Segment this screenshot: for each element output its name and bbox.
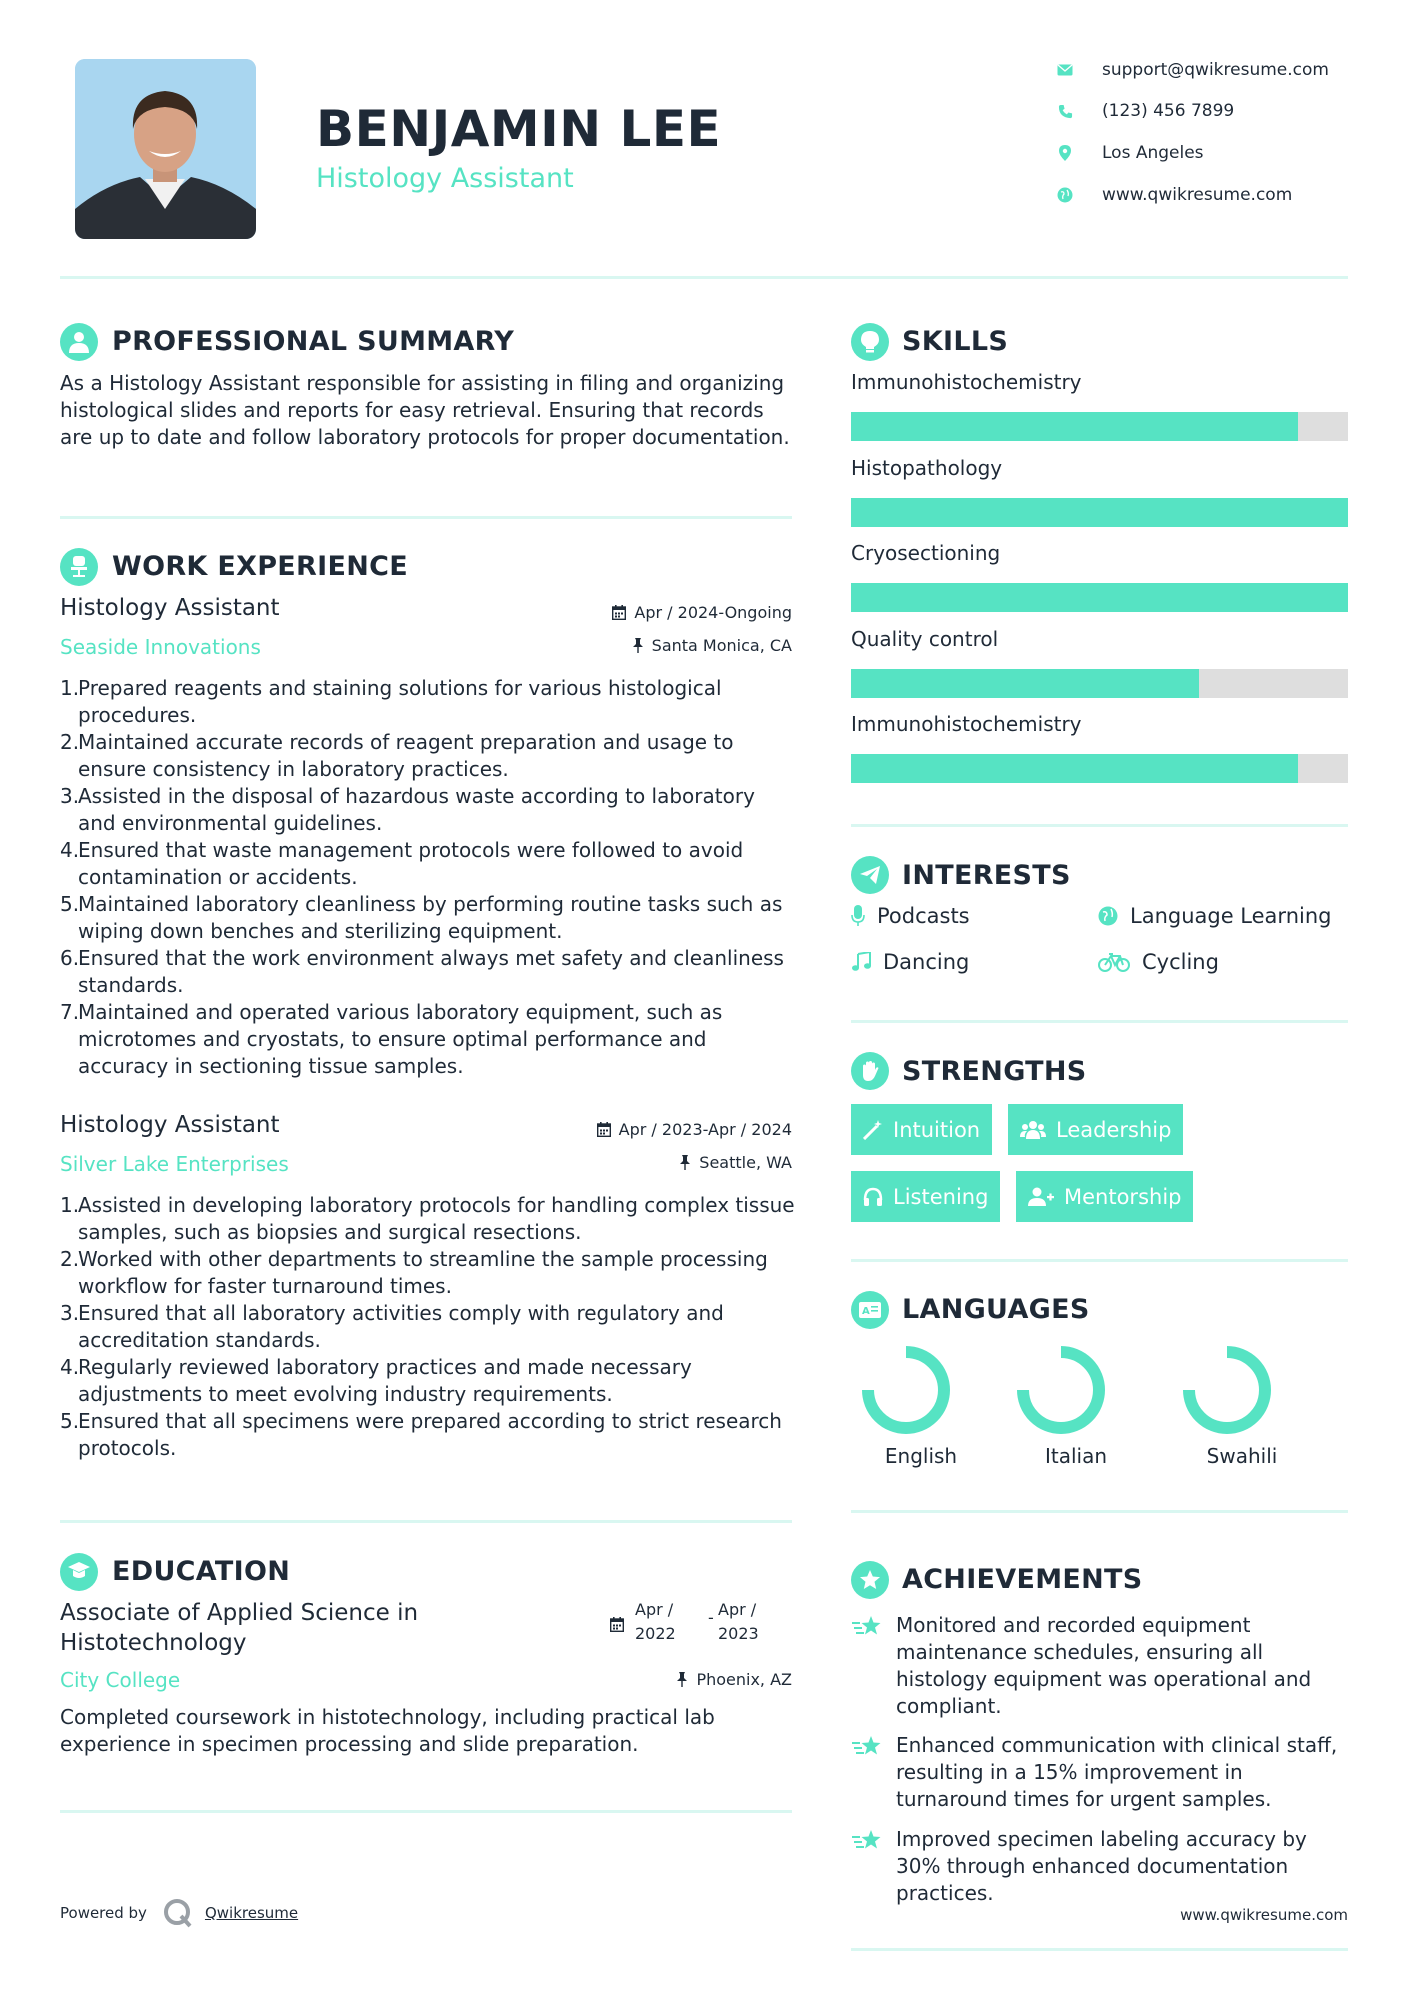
skill-bar-fill — [851, 412, 1298, 441]
education-heading: EDUCATION — [112, 1556, 291, 1587]
contact-location — [1054, 140, 1344, 166]
skill-label: Immunohistochemistry — [851, 712, 1082, 736]
bicycle-icon — [1098, 952, 1130, 972]
skill-label: Immunohistochemistry — [851, 370, 1082, 394]
list-item: 1. Assisted in developing laboratory protocols for handling complex tissue samples, such as biopsies and surgical resections. — [60, 1193, 795, 1244]
list-item: 1. Prepared reagents and staining solutions for various histological procedures. — [60, 676, 722, 727]
contact-email[interactable] — [1054, 57, 1344, 83]
svg-text:A: A — [862, 1306, 870, 1317]
strength-chip-listening: Listening — [851, 1171, 1000, 1222]
summary-heading: PROFESSIONAL SUMMARY — [112, 326, 515, 357]
job-bullets — [60, 675, 795, 1080]
language-ring-arc — [1023, 1352, 1099, 1428]
magic-wand-icon — [863, 1120, 883, 1140]
location-text: Los Angeles — [1102, 143, 1204, 163]
skill-item — [851, 370, 1348, 441]
summary-divider — [60, 516, 792, 519]
language-ring — [1006, 1340, 1146, 1440]
job-location: Seattle, WA — [540, 1153, 792, 1172]
hand-icon — [851, 1052, 889, 1090]
job-date: Apr / 2024-Ongoing — [540, 603, 792, 622]
language-ring-arc — [1189, 1352, 1265, 1428]
interests-heading: INTERESTS — [902, 860, 1071, 891]
users-icon — [1020, 1120, 1046, 1140]
candidate-name: BENJAMIN LEE — [316, 100, 722, 158]
interests-divider — [851, 1020, 1348, 1023]
achievements-divider — [851, 1948, 1348, 1951]
footer-website[interactable]: www.qwikresume.com — [1180, 1906, 1348, 1924]
list-item: 2. Worked with other departments to streamline the sample processing workflow for faster turnaround times. — [60, 1247, 768, 1298]
school-name: City College — [60, 1668, 181, 1692]
list-item: 3. Ensured that all laboratory activities comply with regulatory and accreditation standards. — [60, 1301, 724, 1352]
language-item — [1006, 1340, 1146, 1468]
strengths-divider — [851, 1259, 1348, 1262]
experience-divider — [60, 1520, 792, 1523]
pushpin-icon — [632, 638, 644, 653]
language-ring — [851, 1340, 991, 1440]
skill-item — [851, 541, 1348, 612]
company-name: Seaside Innovations — [60, 635, 261, 659]
list-item: 4. Ensured that waste management protocols were followed to avoid contamination or accidents. — [60, 838, 744, 889]
list-item: 5. Maintained laboratory cleanliness by performing routine tasks such as wiping down benches and sterilizing equipment. — [60, 892, 783, 943]
calendar-icon — [610, 1617, 624, 1632]
user-plus-icon — [1028, 1187, 1054, 1207]
chair-icon — [60, 548, 98, 586]
header-divider — [60, 276, 1348, 279]
candidate-title: Histology Assistant — [316, 163, 574, 194]
strength-chip-mentorship: Mentorship — [1016, 1171, 1193, 1222]
experience-heading: WORK EXPERIENCE — [112, 551, 408, 582]
languages-divider — [851, 1510, 1348, 1513]
language-icon — [851, 1291, 889, 1329]
strength-chip-leadership: Leadership — [1008, 1104, 1183, 1155]
shooting-star-icon — [851, 1734, 885, 1760]
language-ring-arc — [868, 1352, 944, 1428]
interest-item: Cycling — [1098, 950, 1219, 974]
skill-bar-fill — [851, 583, 1348, 612]
calendar-icon — [612, 605, 626, 620]
job-date: Apr / 2023-Apr / 2024 — [540, 1120, 792, 1139]
language-ring — [1172, 1340, 1312, 1440]
skills-divider — [851, 824, 1348, 827]
list-item: 4. Regularly reviewed laboratory practices and made necessary adjustments to meet evolving industry requirements. — [60, 1355, 692, 1406]
powered-by: Powered by Qwikresume — [60, 1898, 298, 1928]
globe-icon — [1098, 906, 1118, 926]
star-badge-icon — [851, 1561, 889, 1599]
graduate-icon — [60, 1553, 98, 1591]
profile-photo — [75, 59, 256, 239]
website-text: www.qwikresume.com — [1102, 185, 1293, 205]
phone-icon — [1054, 100, 1076, 122]
language-item — [1172, 1340, 1312, 1468]
skill-label: Cryosectioning — [851, 541, 1001, 565]
skill-label: Quality control — [851, 626, 999, 651]
skill-item — [851, 456, 1348, 527]
skill-bar-fill — [851, 669, 1199, 698]
education-location: Phoenix, AZ — [540, 1670, 792, 1689]
skill-item — [851, 627, 1348, 698]
skill-item — [851, 712, 1348, 783]
language-label: Swahili — [1206, 1444, 1278, 1468]
skill-bar-track — [851, 583, 1348, 612]
skill-bar-track — [851, 412, 1348, 441]
summary-text: As a Histology Assistant responsible for assisting in filing and organizing histological slides and reports for easy retrieval. Ensuring that records are up to date and follow laboratory protocols for proper documentation. — [60, 371, 790, 449]
phone-text: (123) 456 7899 — [1102, 101, 1235, 121]
headphones-icon — [863, 1187, 883, 1207]
skills-heading: SKILLS — [902, 326, 1009, 357]
pushpin-icon — [679, 1155, 691, 1170]
shooting-star-icon — [851, 1828, 885, 1854]
email-text: support@qwikresume.com — [1102, 60, 1329, 80]
education-divider — [60, 1810, 792, 1813]
strength-chip-intuition: Intuition — [851, 1104, 992, 1155]
skill-bar-track — [851, 498, 1348, 527]
lightbulb-icon — [851, 323, 889, 361]
degree-line-2: Histotechnology — [60, 1630, 247, 1656]
list-item: 3. Assisted in the disposal of hazardous waste according to laboratory and environmental guidelines. — [60, 784, 755, 835]
list-item: 5. Ensured that all specimens were prepared according to strict research protocols. — [60, 1409, 782, 1460]
education-text: Completed coursework in histotechnology, including practical lab experience in specimen processing and slide preparation. — [60, 1705, 715, 1756]
skill-bar-fill — [851, 498, 1348, 527]
degree-line-1: Associate of Applied Science in — [60, 1600, 419, 1626]
company-name: Silver Lake Enterprises — [60, 1152, 289, 1176]
language-label: Italian — [1044, 1444, 1108, 1468]
education-date: Apr / 2022 - Apr / 2023 — [610, 1600, 792, 1650]
shooting-star-icon — [851, 1614, 885, 1640]
qwikresume-logo-icon — [163, 1898, 193, 1928]
user-icon — [60, 323, 98, 361]
globe-icon — [1054, 184, 1076, 206]
job-location: Santa Monica, CA — [540, 636, 792, 655]
contact-phone[interactable] — [1054, 98, 1344, 124]
interest-item: Language Learning — [1098, 904, 1331, 928]
music-icon — [851, 952, 871, 972]
job-bullets — [60, 1192, 795, 1462]
list-item: 2. Maintained accurate records of reagent preparation and usage to ensure consistency in laboratory practices. — [60, 730, 734, 781]
calendar-icon — [597, 1122, 611, 1137]
list-item: 6. Ensured that the work environment always met safety and cleanliness standards. — [60, 946, 784, 997]
language-label: English — [884, 1444, 958, 1468]
skill-bar-track — [851, 754, 1348, 783]
language-item — [851, 1340, 991, 1468]
envelope-icon — [1054, 59, 1076, 81]
skill-bar-track — [851, 669, 1348, 698]
contact-website[interactable] — [1054, 182, 1344, 208]
skill-label: Histopathology — [851, 455, 1003, 480]
achievements-heading: ACHIEVEMENTS — [902, 1564, 1143, 1595]
map-pin-icon — [1054, 142, 1076, 164]
qwikresume-link[interactable]: Qwikresume — [204, 1904, 299, 1922]
paper-plane-icon — [851, 856, 889, 894]
job-title: Histology Assistant — [60, 1112, 280, 1138]
languages-heading: LANGUAGES — [902, 1294, 1090, 1325]
strengths-heading: STRENGTHS — [902, 1056, 1087, 1087]
interest-item: Podcasts — [851, 904, 970, 928]
job-title: Histology Assistant — [60, 595, 280, 621]
skill-bar-fill — [851, 754, 1298, 783]
pushpin-icon — [676, 1672, 688, 1687]
interest-item: Dancing — [851, 950, 969, 974]
microphone-icon — [851, 905, 865, 927]
list-item: 7. Maintained and operated various laboratory equipment, such as microtomes and cryostats, to ensure optimal performance and accuracy in sectioning tissue samples. — [60, 1000, 723, 1078]
